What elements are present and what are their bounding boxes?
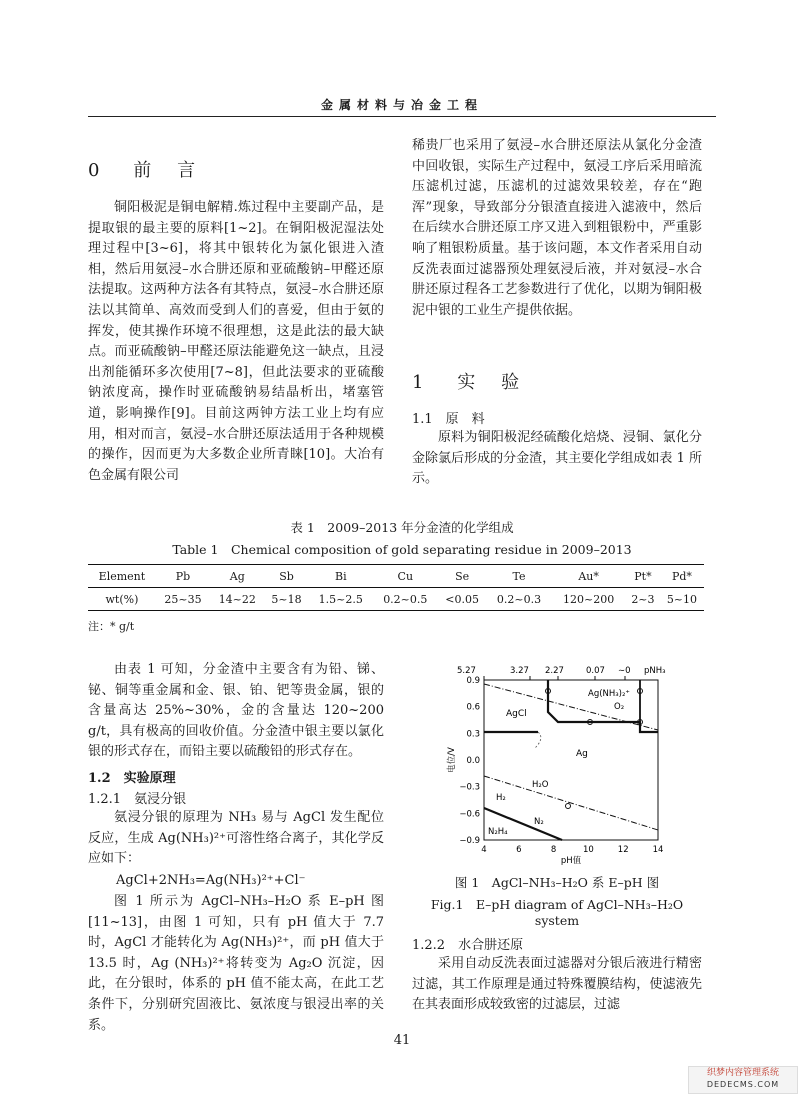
y-tick-label: −0.3 bbox=[459, 782, 480, 793]
y-tick-label: 0.3 bbox=[466, 729, 480, 740]
table-header-cell: Te bbox=[512, 569, 526, 583]
table-cell: 5~18 bbox=[271, 592, 302, 606]
table-cell: 120~200 bbox=[563, 592, 615, 606]
eph-text: 图 1 所示为 AgCl–NH₃–H₂O 系 E–pH 图[11~13]，由图 1 可知，只有 pH 值大于 7.7 时，AgCl 才能转化为 Ag(NH₃)²⁺，而 pH 值大于 13.5 时，Ag (NH₃)²⁺将转变为 Ag₂O 沉淀，因此，在分银时，体系的 pH 值不能太高，在此工艺条件下，分别研究固液比、氨浓度与银浸出率的关系。 bbox=[88, 894, 384, 1033]
table-row bbox=[88, 588, 704, 611]
region-label-o2: O₂ bbox=[614, 702, 625, 712]
watermark-line2: DEDECMS.COM bbox=[706, 1080, 780, 1089]
eph-paragraph bbox=[88, 892, 384, 1036]
pnh3-label: 5.27 bbox=[457, 666, 476, 676]
table-cell: 1.5~2.5 bbox=[318, 592, 363, 606]
intro-paragraph bbox=[88, 198, 384, 486]
eph-diagram bbox=[440, 660, 702, 866]
right-column-paragraph bbox=[412, 136, 702, 321]
y-axis-label: 电位/V bbox=[447, 747, 457, 773]
table-cell: 2~3 bbox=[631, 592, 655, 606]
x-tick-label: 14 bbox=[652, 845, 664, 855]
table-caption-en: Table 1 Chemical composition of gold separating residue in 2009–2013 bbox=[172, 542, 632, 557]
table-header-cell: Pb bbox=[175, 569, 191, 583]
table-header-cell: Element bbox=[98, 569, 146, 583]
table-cell: 0.2~0.5 bbox=[383, 592, 428, 606]
x-tick-label: 8 bbox=[550, 845, 557, 855]
region-label-h2: H₂ bbox=[496, 793, 506, 803]
analysis-text: 由表 1 可知，分金渣中主要含有为铅、锑、铋、铜等重金属和金、银、铂、钯等贵金属，银的含量高达 25%~30%，金的含量达 120~200 g/t，具有极高的回收价值。分金渣中银主要以氯化银的形式存在，而铅主要以硫酸铅的形式存在。 bbox=[88, 662, 384, 760]
x-tick-label: 6 bbox=[516, 845, 522, 855]
table-header-cell: Pt* bbox=[634, 569, 652, 583]
composition-table bbox=[88, 564, 704, 611]
region-label-ag: Ag bbox=[576, 749, 588, 759]
reduction-paragraph bbox=[412, 954, 702, 1016]
section-0-title: 前 言 bbox=[133, 160, 200, 181]
subsection-1-2-1: 1.2.1 氨浸分银 bbox=[88, 792, 187, 807]
y-tick-label: −0.9 bbox=[459, 836, 480, 846]
table-header-cell: Se bbox=[455, 569, 470, 583]
leaching-text: 氨浸分银的原理为 NH₃ 易与 AgCl 发生配位反应，生成 Ag(NH₃)²⁺可溶性络合离子，其化学反应如下： bbox=[88, 810, 384, 867]
subsection-1-1: 1.1 原 料 bbox=[412, 412, 485, 427]
table-cell: 14~22 bbox=[218, 592, 256, 606]
subsection-1-2-2: 1.2.2 水合肼还原 bbox=[412, 938, 524, 953]
region-label-agnh3: Ag(NH₃)₂⁺ bbox=[588, 689, 630, 699]
section-1-number: 1 bbox=[412, 372, 428, 393]
page-number: 41 bbox=[393, 1033, 411, 1048]
x-tick-label: 10 bbox=[582, 845, 594, 855]
table-caption-cn: 表 1 2009–2013 年分金渣的化学组成 bbox=[290, 520, 514, 535]
y-tick-label: 0.0 bbox=[466, 756, 480, 766]
y-tick-label: 0.6 bbox=[466, 702, 480, 713]
journal-header: 金属材料与冶金工程 bbox=[320, 98, 483, 112]
pnh3-label: ∼0 bbox=[618, 666, 631, 676]
x-tick-label: 12 bbox=[617, 845, 629, 855]
table-note: 注：* g/t bbox=[88, 620, 135, 633]
table-header-cell: Pd* bbox=[671, 569, 692, 583]
pnh3-label: 3.27 bbox=[510, 666, 529, 676]
materials-paragraph bbox=[412, 428, 702, 490]
y-tick-label: 0.9 bbox=[466, 676, 480, 686]
region-label-agcl: AgCl bbox=[506, 709, 527, 719]
table-cell: 25~35 bbox=[164, 592, 202, 606]
section-1-heading bbox=[412, 368, 523, 394]
reduction-text: 采用自动反洗表面过滤器对分银后液进行精密过滤，其工作原理是通过特殊覆膜结构，使滤液先在其表面形成较致密的过滤层，过滤 bbox=[412, 956, 702, 1013]
figure-caption-en: Fig.1 E–pH diagram of AgCl–NH₃–H₂O system bbox=[430, 897, 684, 928]
watermark-badge bbox=[688, 1066, 798, 1094]
subsection-1-2: 1.2 实验原理 bbox=[88, 771, 176, 786]
region-label-n2h4: N₂H₄ bbox=[488, 827, 508, 837]
figure-caption-cn: 图 1 AgCl–NH₃–H₂O 系 E–pH 图 bbox=[454, 875, 660, 890]
intro-text: 铜阳极泥是铜电解精.炼过程中主要副产品，是提取银的最主要的原料[1~2]。在铜阳极泥湿法处理过程中[3~6]，将其中银转化为氯化银进入渣相，然后用氨浸–水合肼还原和亚硫酸钠–甲醛还原法提取。这两种方法各有其特点，氨浸–水合肼还原法以其简单、高效而受到人们的喜爱，但由于氨的挥发，使其操作环境不很理想，这是此法的最大缺点。而亚硫酸钠–甲醛还原法能避免这一缺点，且浸出剂能循环多次使用[7~8]，但此法要求的亚硫酸钠浓度高，操作时亚硫酸钠易结晶析出，堵塞管道，影响操作[9]。目前这两钟方法工业上均有应用，相对而言，氨浸–水合肼还原法适用于各种规模的操作，因而更为大多数企业所青睐[10]。大冶有色金属有限公司 bbox=[88, 200, 384, 483]
region-label-h2o: H₂O bbox=[532, 780, 549, 790]
reaction-equation: AgCl+2NH₃=Ag(NH₃)²⁺+Cl⁻ bbox=[116, 873, 306, 888]
pnh3-label: 2.27 bbox=[545, 666, 564, 676]
right-col-text: 稀贵厂也采用了氨浸–水合肼还原法从氯化分金渣中回收银，实际生产过程中，氨浸工序后采用暗流压滤机过滤，压滤机的过滤效果较差，存在“跑浑”现象，导致部分分银渣直接进入滤液中，然后在后续水合肼还原工序又进入到粗银粉中，严重影响了粗银粉质量。基于该问题，本文作者采用自动反洗表面过滤器预处理氨浸后液，并对氨浸–水合肼还原过程各工艺参数进行了优化，以期为铜阳极泥中银的工业生产提供依据。 bbox=[412, 138, 702, 318]
y-tick-label: −0.6 bbox=[459, 809, 480, 820]
analysis-paragraph bbox=[88, 660, 384, 763]
table-header-cell: Sb bbox=[279, 569, 294, 583]
table-cell: <0.05 bbox=[445, 592, 480, 606]
plot-frame bbox=[484, 680, 658, 840]
table-cell: 5~10 bbox=[666, 592, 698, 606]
pnh3-label: 0.07 bbox=[586, 666, 605, 676]
table-header-cell: Au* bbox=[578, 569, 599, 583]
table-header-cell: Bi bbox=[334, 569, 347, 583]
x-tick-label: 4 bbox=[481, 845, 487, 855]
table-header-cell: Cu bbox=[397, 569, 414, 583]
watermark-line1: 织梦内容管理系统 bbox=[706, 1068, 779, 1078]
section-0-number: 0 bbox=[88, 160, 104, 181]
section-0-heading bbox=[88, 156, 199, 182]
table-row-label: wt(%) bbox=[105, 592, 139, 606]
table-cell: 0.2~0.3 bbox=[496, 592, 542, 606]
section-1-title: 实 验 bbox=[457, 372, 524, 393]
table-header-cell: Ag bbox=[229, 569, 245, 583]
region-label-n2: N₂ bbox=[534, 817, 544, 827]
header-rule bbox=[88, 116, 716, 117]
table-header-row bbox=[88, 565, 704, 588]
pnh3-axis-label: pNH₃ bbox=[644, 666, 666, 676]
x-axis-label: pH值 bbox=[560, 856, 582, 866]
leaching-paragraph bbox=[88, 808, 384, 870]
materials-text: 原料为铜阳极泥经硫酸化焙烧、浸铜、氯化分金除氯后形成的分金渣，其主要化学组成如表 1 所示。 bbox=[412, 430, 702, 487]
